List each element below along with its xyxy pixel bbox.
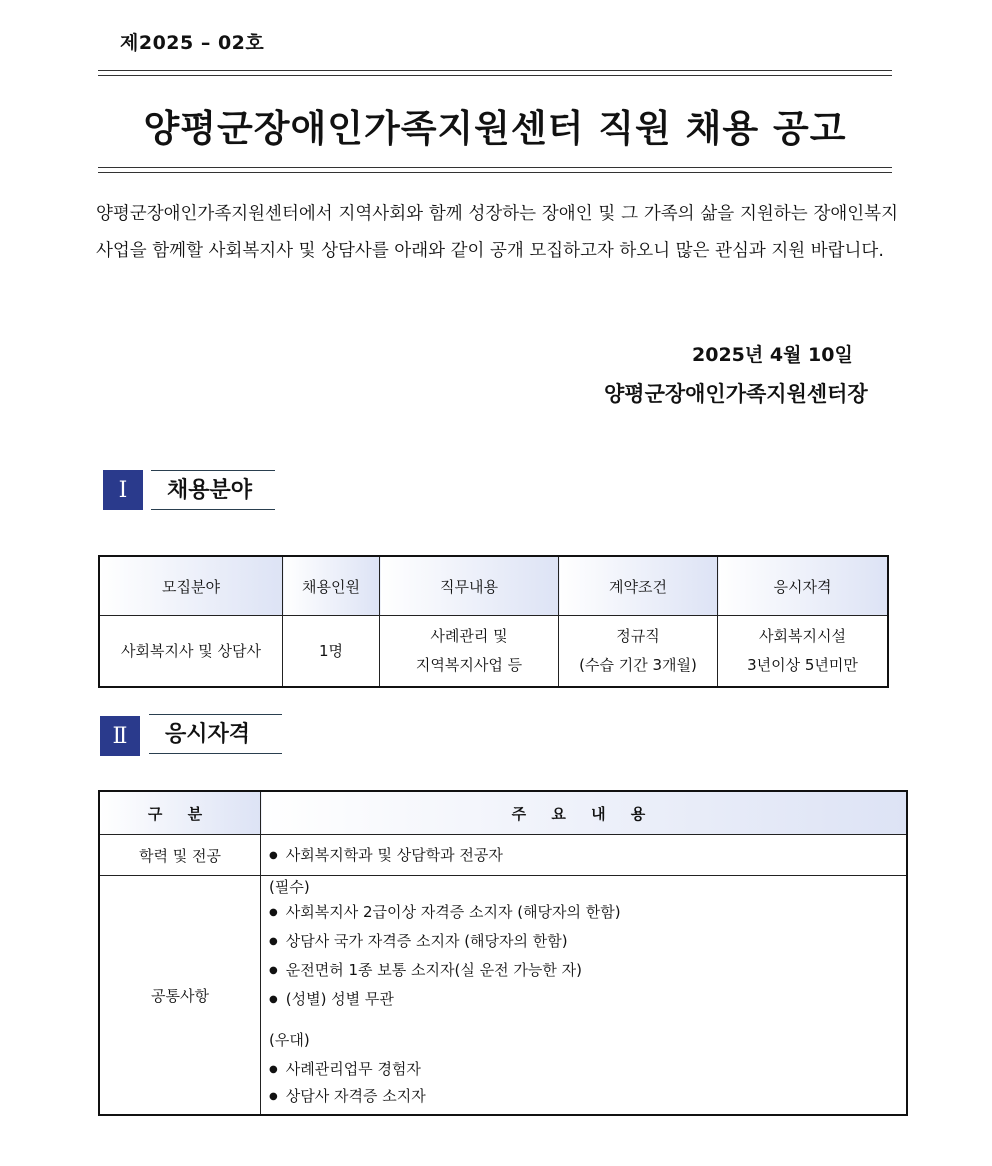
title-top-rule — [98, 70, 892, 76]
notice-date: 2025년 4월 10일 — [692, 344, 853, 366]
list-item: ● 운전면허 1종 보통 소지자(실 운전 가능한 자) — [269, 956, 906, 985]
list-item: ● 사회복지사 2급이상 자격증 소지자 (해당자의 한함) — [269, 898, 906, 927]
cell-contract — [559, 616, 718, 688]
title-bottom-rule — [98, 167, 892, 173]
cell-duty — [380, 616, 559, 688]
list-item: ● 사회복지학과 및 상담학과 전공자 — [269, 841, 906, 870]
cell-common-content — [261, 876, 908, 1116]
required-label: (필수) — [269, 878, 310, 896]
cell-count: 1명 — [283, 616, 380, 688]
contract-line-1: 정규직 — [616, 627, 660, 645]
intro-paragraph: 양평군장애인가족지원센터에서 지역사회와 함께 성장하는 장애인 및 그 가족의 삶을 지원하는 장애인복지사업을 함께할 사회복지사 및 상담사를 아래와 같이 공개 모집하고자 하오니 많은 관심과 지원 바랍니다. — [96, 204, 898, 261]
header-count: 채용인원 — [283, 556, 380, 616]
list-item: ● (성별) 성별 무관 — [269, 985, 906, 1014]
header-contract: 계약조건 — [559, 556, 718, 616]
table-row — [99, 876, 907, 1116]
recruitment-table — [98, 555, 889, 688]
cell-field: 사회복지사 및 상담사 — [99, 616, 283, 688]
header-main-content: 주 요 내 용 — [261, 791, 908, 835]
table-header-row — [99, 791, 907, 835]
list-item: ● 상담사 국가 자격증 소지자 (해당자의 한함) — [269, 927, 906, 956]
section2-badge: Ⅱ — [100, 716, 140, 756]
header-qualification: 응시자격 — [718, 556, 889, 616]
section2-title: 응시자격 — [149, 714, 282, 754]
header-field: 모집분야 — [99, 556, 283, 616]
cell-education-content — [261, 835, 908, 876]
qual-line-2: 3년이상 5년미만 — [747, 656, 858, 674]
cell-common-label: 공통사항 — [99, 876, 261, 1116]
header-category: 구 분 — [99, 791, 261, 835]
qual-line-1: 사회복지시설 — [759, 627, 846, 645]
contract-line-2: (수습 기간 3개월) — [579, 656, 697, 674]
section1-badge: Ⅰ — [103, 470, 143, 510]
page-title: 양평군장애인가족지원센터 직원 채용 공고 — [143, 107, 847, 150]
duty-line-1: 사례관리 및 — [430, 627, 508, 645]
header-duty: 직무내용 — [380, 556, 559, 616]
preferred-label: (우대) — [269, 1031, 310, 1049]
list-item: ● 사례관리업무 경험자 — [269, 1055, 906, 1084]
table-row — [99, 616, 888, 688]
document-number: 제2025 – 02호 — [120, 32, 265, 54]
table-header-row — [99, 556, 888, 616]
section1-title: 채용분야 — [151, 470, 275, 510]
table-row — [99, 835, 907, 876]
cell-education-label: 학력 및 전공 — [99, 835, 261, 876]
signer: 양평군장애인가족지원센터장 — [604, 382, 868, 406]
list-item: ● 상담사 자격증 소지자 — [269, 1084, 906, 1109]
cell-qualification — [718, 616, 889, 688]
qualification-table — [98, 790, 908, 1116]
duty-line-2: 지역복지사업 등 — [415, 656, 523, 674]
